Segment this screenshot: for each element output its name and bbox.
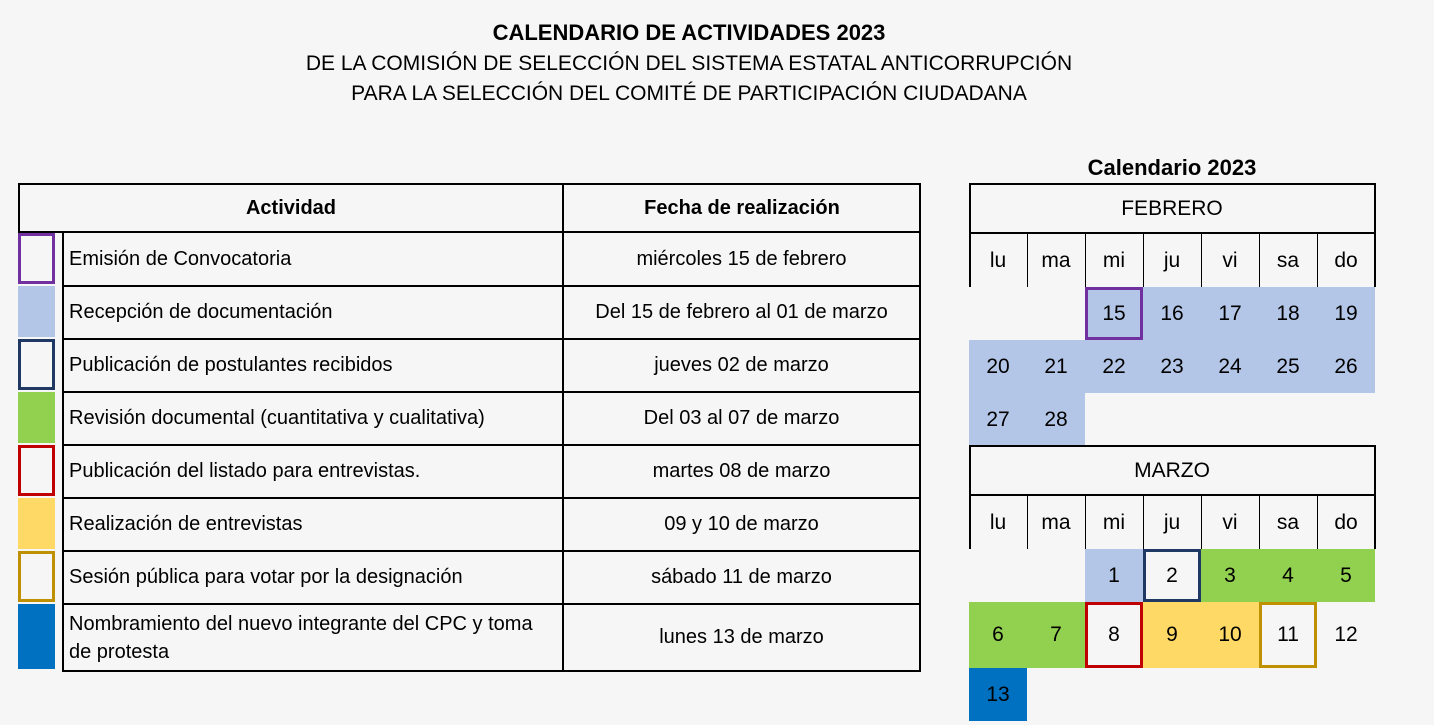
calendar-day: 10	[1201, 602, 1259, 668]
date-cell: Del 15 de febrero al 01 de marzo	[595, 301, 888, 323]
legend-swatch	[18, 551, 55, 602]
document-subtitle-2: PARA LA SELECCIÓN DEL COMITÉ DE PARTICIPACIÓN CIUDADANA	[351, 82, 1027, 105]
document-title: CALENDARIO DE ACTIVIDADES 2023	[492, 20, 886, 45]
calendar-day: 13	[969, 668, 1027, 721]
calendar-day: 27	[969, 393, 1027, 446]
table-header-divider	[18, 231, 921, 233]
date-cell: martes 08 de marzo	[652, 460, 831, 482]
calendar-title: Calendario 2023	[1087, 155, 1257, 180]
legend-swatch	[18, 286, 55, 337]
document-subtitle: DE LA COMISIÓN DE SELECCIÓN DEL SISTEMA ESTATAL ANTICORRUPCIÓN	[305, 52, 1073, 75]
activity-cell: Revisión documental (cuantitativa y cualitativa)	[69, 407, 485, 429]
date-cell: jueves 02 de marzo	[654, 354, 829, 376]
calendar-day: 24	[1201, 340, 1259, 393]
calendar-day: 11	[1259, 602, 1317, 668]
activity-cell: Publicación del listado para entrevistas.	[69, 460, 421, 482]
calendar-day: 9	[1143, 602, 1201, 668]
column-header-date: Fecha de realización	[644, 196, 840, 219]
activity-cell: Realización de entrevistas	[69, 513, 303, 535]
calendar-day: 22	[1085, 340, 1143, 393]
calendar-day: 8	[1085, 602, 1143, 668]
legend-swatch	[18, 445, 55, 496]
calendar-day: 20	[969, 340, 1027, 393]
weekday-label: mi	[1102, 510, 1126, 534]
calendar-day: 21	[1027, 340, 1085, 393]
weekday-label: vi	[1222, 248, 1238, 272]
legend-swatch	[18, 392, 55, 443]
calendar-day: 18	[1259, 287, 1317, 340]
weekday-label: mi	[1102, 248, 1126, 272]
calendar-day: 16	[1143, 287, 1201, 340]
calendar-day: 25	[1259, 340, 1317, 393]
weekday-label: do	[1334, 248, 1358, 272]
legend-swatch	[18, 233, 55, 284]
weekday-label: ju	[1163, 510, 1181, 534]
weekday-label: ma	[1041, 248, 1071, 272]
column-header-activity: Actividad	[245, 196, 337, 219]
calendar-day: 2	[1143, 549, 1201, 602]
weekday-label: do	[1334, 510, 1358, 534]
date-cell: miércoles 15 de febrero	[636, 248, 847, 270]
date-cell: lunes 13 de marzo	[659, 626, 824, 648]
weekday-label: ma	[1041, 510, 1071, 534]
activity-cell: Publicación de postulantes recibidos	[69, 354, 393, 376]
calendar-day: 5	[1317, 549, 1375, 602]
table-border-left-header	[18, 183, 20, 233]
date-cell: 09 y 10 de marzo	[664, 513, 819, 535]
date-cell: Del 03 al 07 de marzo	[643, 407, 840, 429]
calendar-day: 6	[969, 602, 1027, 668]
activity-cell: Sesión pública para votar por la designación	[69, 566, 463, 588]
calendar-day: 17	[1201, 287, 1259, 340]
calendar-day: 1	[1085, 549, 1143, 602]
legend-swatch	[18, 498, 55, 549]
weekday-label: sa	[1276, 510, 1300, 534]
weekday-label: sa	[1276, 248, 1300, 272]
calendar-day: 15	[1085, 287, 1143, 340]
weekday-label: lu	[989, 510, 1007, 534]
weekday-label: vi	[1222, 510, 1238, 534]
legend-swatch	[18, 339, 55, 390]
calendar-day: 26	[1317, 340, 1375, 393]
calendar-day: 3	[1201, 549, 1259, 602]
calendar-day: 7	[1027, 602, 1085, 668]
activity-cell: Emisión de Convocatoria	[69, 248, 292, 270]
calendar-day: 23	[1143, 340, 1201, 393]
table-border-top	[18, 183, 921, 185]
date-cell: sábado 11 de marzo	[651, 566, 832, 588]
activity-cell: Recepción de documentación	[69, 301, 333, 323]
calendar-day: 12	[1334, 623, 1358, 646]
calendar-day: 19	[1317, 287, 1375, 340]
month-name: FEBRERO	[1121, 197, 1223, 220]
table-border-right	[919, 183, 921, 671]
activity-cell: Nombramiento del nuevo integrante del CPC y toma de protesta	[69, 612, 533, 663]
weekday-label: ju	[1163, 248, 1181, 272]
legend-swatch	[18, 604, 55, 669]
table-row-divider	[62, 670, 921, 672]
month-name: MARZO	[1134, 459, 1210, 482]
calendar-day: 28	[1027, 393, 1085, 446]
weekday-label: lu	[989, 248, 1007, 272]
calendar-day: 4	[1259, 549, 1317, 602]
